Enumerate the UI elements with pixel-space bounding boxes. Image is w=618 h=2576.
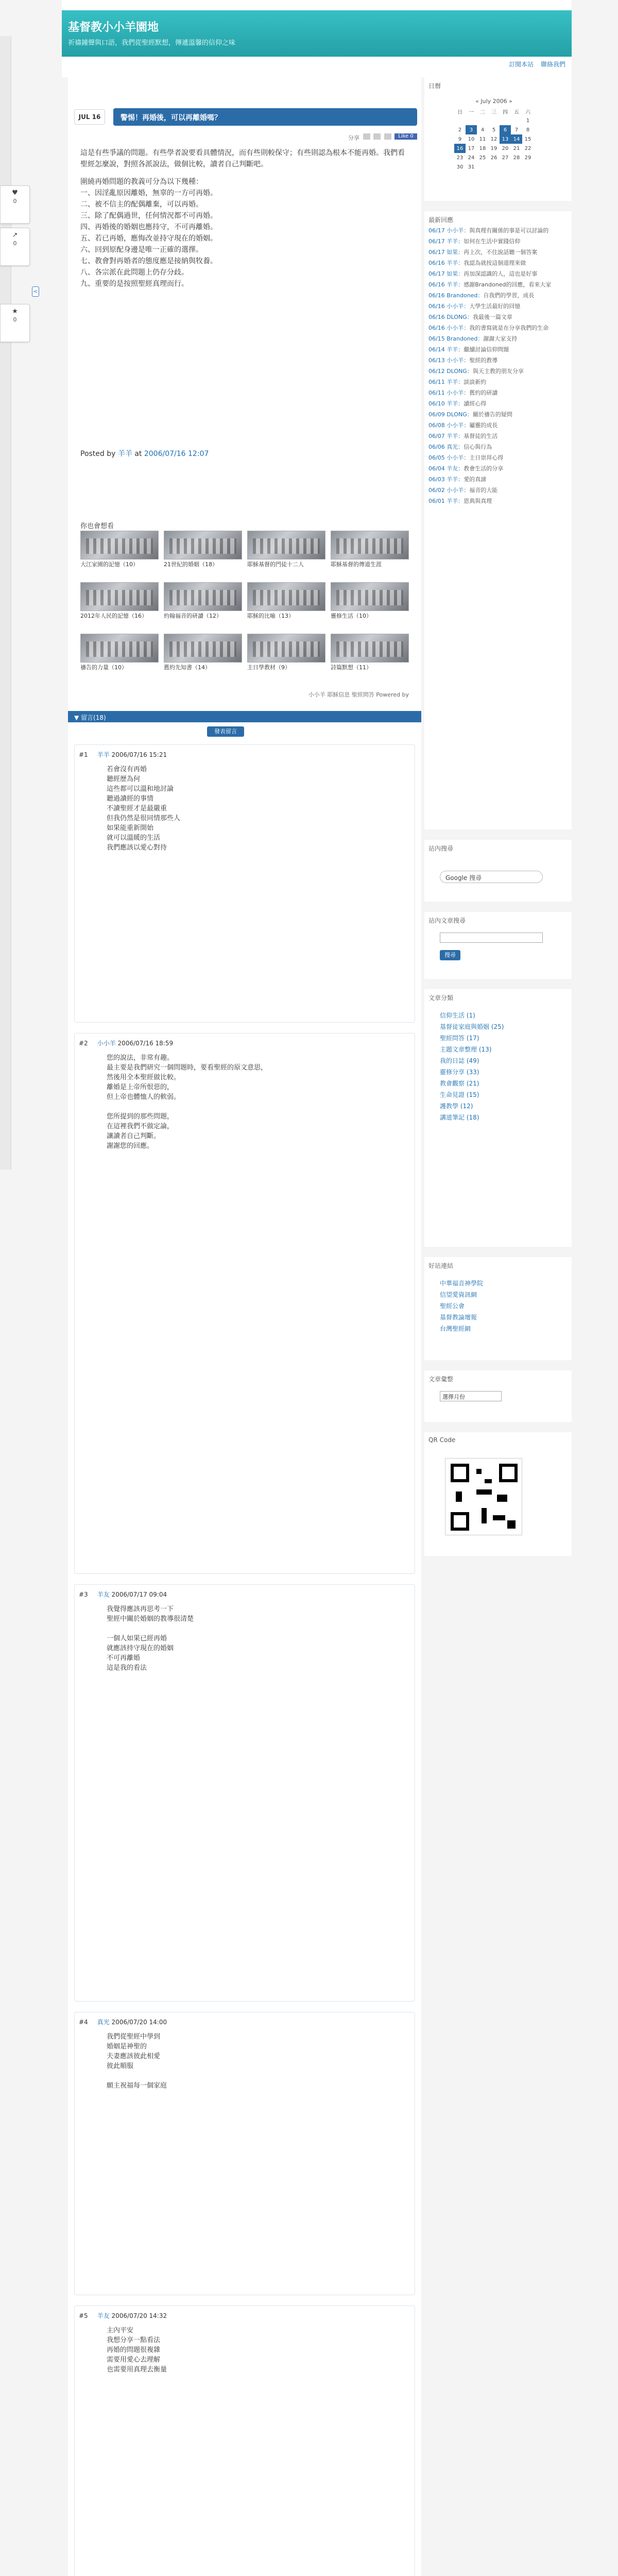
recent-comment-author[interactable]: 06/17 小小羊： (428, 227, 470, 234)
calendar-day[interactable]: 14 (511, 134, 522, 144)
post-title[interactable]: 警惕！再婚後，可以再離婚嗎？ (113, 108, 417, 126)
related-title: 你也會想看 (80, 522, 114, 530)
calendar-day: 12 (490, 136, 497, 142)
categories-list (440, 1010, 563, 1123)
comment-header (79, 1039, 173, 1047)
recent-comment-text[interactable]: 再加深認識的人，這也是好事 (464, 270, 538, 277)
recent-comment-author[interactable]: 06/05 小小羊： (428, 454, 470, 461)
like-icon: ♥ (12, 189, 18, 197)
like-box[interactable] (0, 185, 30, 224)
recent-comment-item[interactable] (428, 454, 568, 462)
recent-comment-text[interactable]: 我最後一篇文章 (472, 314, 512, 320)
comment-card (74, 2012, 415, 2295)
subscribe-link[interactable]: 訂閱本站 (509, 61, 534, 68)
comment-body: 主內平安 我想分享一點看法 再婚的問題很複雜 需要用愛心去理解 也需要用真理去衡量 (107, 2327, 167, 2374)
calendar-month[interactable]: « July 2006 » (475, 98, 512, 105)
recent-comment-item[interactable] (428, 302, 568, 310)
recent-comment-author[interactable]: 06/15 Brandoned： (428, 335, 484, 342)
calendar-day: 18 (479, 145, 486, 151)
header-links (504, 60, 565, 69)
post-line: 五、若已再婚，應悔改並持守現在的婚姻。 (80, 234, 217, 243)
sidebar (424, 77, 572, 2576)
recent-comment-text[interactable]: 讀經心得 (464, 400, 487, 407)
comment-header (79, 750, 167, 759)
post-line: 九、重要的是按照聖經真理而行。 (80, 280, 188, 288)
search-title: 站內搜尋 (428, 845, 454, 852)
calendar-day (466, 116, 477, 125)
links-list (440, 1278, 563, 1334)
calendar-day (522, 162, 534, 172)
related-caption: 2012年人民的記憶（16） (80, 613, 147, 619)
post-line: 圍繞再婚問題的教義可分為以下幾種： (80, 178, 203, 186)
author-link[interactable]: 羊羊 (117, 450, 132, 458)
comment-body: 您的說法，非常有趣。 最主要是我們研究一個問題時，要看聖經的原文意思， 然後用全本聖經做比較。 離婚是上帝所恨惡的， 但上帝也體恤人的軟弱。 您所提到的那些問題， 在這裡我們不做定論， 讓讀者自己判斷。 謝謝您的回應。 (107, 1054, 268, 1150)
qr-title: QR Code (428, 1436, 456, 1444)
comment-number: #2 (79, 1040, 88, 1047)
qr-code (445, 1458, 522, 1535)
recent-comment-item[interactable] (428, 292, 568, 299)
archive-select[interactable]: 選擇月份 (440, 1391, 502, 1401)
calendar-day: 2 (458, 127, 462, 133)
recent-comment-text[interactable]: 與真理有關係的事是可以討論的 (469, 227, 549, 234)
calendar-day (488, 116, 500, 125)
related-caption: 耶穌基督的門徒十二人 (247, 561, 304, 568)
recent-comment-item[interactable] (428, 411, 568, 418)
recent-comment-author[interactable]: 06/10 羊羊： (428, 400, 464, 407)
comment-card (74, 1584, 415, 2002)
post-line: 七、教會對再婚者的態度應是接納與牧養。 (80, 257, 217, 265)
recent-comment-text[interactable]: 再上次，不住說話聽一個答案 (464, 249, 538, 256)
friend-link[interactable]: 聖經公會 (440, 1302, 465, 1310)
calendar-day: 24 (468, 155, 475, 161)
calendar-day: 10 (468, 136, 475, 142)
comment-body: 我覺得應該再思考一下 聖經中關於婚姻的教導很清楚 一個人如果已經再婚 就應該持守現在的婚姻 不可再離婚 這是我的看法 (107, 1605, 194, 1672)
blog-icon[interactable] (373, 133, 381, 140)
recent-comments-list (428, 227, 568, 508)
recent-comment-author[interactable]: 06/03 羊羊： (428, 476, 464, 483)
related-caption: 主日學教材（9） (247, 664, 290, 671)
recent-comment-author[interactable]: 06/02 小小羊： (428, 487, 470, 494)
site-search-button[interactable]: 搜尋 (440, 950, 460, 960)
recent-comment-author[interactable]: 06/07 羊羊： (428, 433, 464, 439)
recent-comment-text[interactable]: 舊約的研讀 (469, 389, 498, 396)
recent-comment-item[interactable] (428, 378, 568, 386)
calendar-day (477, 116, 488, 125)
page-wrapper (62, 0, 572, 2576)
calendar-widget (424, 77, 572, 201)
calendar-day[interactable]: 13 (500, 134, 511, 144)
site-title[interactable]: 基督教小小羊園地 (68, 21, 159, 34)
post-line: 八、各宗派在此問題上仍存分歧。 (80, 268, 188, 277)
calendar-day: 23 (456, 155, 464, 161)
posted-by-label: Posted by (80, 450, 116, 458)
comment-author[interactable]: 真光 (97, 2019, 110, 2026)
calendar-table (454, 107, 534, 172)
comment-header (79, 1590, 167, 1599)
recent-comment-author[interactable]: 06/12 DLONG： (428, 368, 473, 375)
recent-comment-text[interactable]: 感謝Brandoned的回應，看來大家 (464, 281, 552, 288)
recent-comment-text[interactable]: 愛的真諦 (464, 476, 487, 483)
recent-comment-author[interactable]: 06/16 Brandoned： (428, 292, 484, 299)
google-search-input[interactable]: Google 搜尋 (440, 871, 543, 883)
post-line: 六、回到原配身邊是唯一正確的選擇。 (80, 246, 203, 254)
calendar-day: 26 (490, 155, 497, 161)
recent-comment-item[interactable] (428, 324, 568, 332)
recent-comment-author[interactable]: 06/06 真光： (428, 444, 464, 450)
comment-number: #4 (79, 2019, 88, 2026)
twitter-icon[interactable] (384, 133, 391, 140)
calendar-day: 28 (513, 155, 520, 161)
related-item[interactable] (164, 531, 242, 579)
calendar-day: 1 (526, 117, 530, 124)
site-search-input[interactable] (440, 933, 543, 943)
calendar-day: 17 (468, 145, 475, 151)
calendar-weekday: 四 (503, 109, 508, 115)
post-body (80, 147, 410, 290)
comment-number: #5 (79, 2312, 88, 2319)
recent-comment-author[interactable]: 06/17 如果： (428, 249, 464, 256)
recent-comment-item[interactable] (428, 313, 568, 321)
recent-comment-item[interactable] (428, 281, 568, 289)
related-thumb (164, 634, 242, 663)
related-thumb (164, 582, 242, 611)
post-line: 四、再婚後的婚姻也應持守，不可再離婚。 (80, 223, 217, 231)
recent-comment-text[interactable]: 我認為就按這個道理來做 (464, 260, 526, 266)
calendar-day: 29 (524, 155, 531, 161)
recent-comment-text[interactable]: 恩典與真理 (464, 498, 492, 504)
recent-comment-item[interactable] (428, 476, 568, 483)
archive-title: 文章彙整 (428, 1376, 454, 1383)
bookmark-icon: ★ (12, 308, 18, 315)
recent-comment-text[interactable]: 教會生活的分享 (464, 465, 504, 472)
recent-comment-author[interactable]: 06/04 羊友： (428, 465, 464, 472)
calendar-weekday: 二 (480, 109, 485, 115)
contact-link[interactable]: 聯絡我們 (540, 61, 565, 68)
calendar-day: 25 (479, 155, 486, 161)
category-link[interactable]: 基督徒家庭與婚姻 (25) (440, 1023, 504, 1030)
related-item[interactable] (80, 582, 159, 631)
related-thumb (247, 531, 325, 560)
calendar-day (500, 116, 511, 125)
posted-at-label: at (134, 450, 142, 458)
post-comment-button[interactable]: 發表留言 (207, 726, 244, 737)
calendar-day: 27 (502, 155, 509, 161)
post-line: 三、除了配偶過世，任何情況都不可再婚。 (80, 212, 217, 220)
site-search-widget (424, 912, 572, 979)
recent-comment-item[interactable] (428, 346, 568, 353)
categories-widget (424, 989, 572, 1247)
recent-comment-item[interactable] (428, 421, 568, 429)
recent-comment-author[interactable]: 06/17 羊羊： (428, 238, 464, 245)
recent-comment-item[interactable] (428, 248, 568, 256)
recent-comment-author[interactable]: 06/16 DLONG： (428, 314, 473, 320)
related-thumb (80, 634, 159, 663)
share-icon: ↗ (12, 231, 18, 239)
calendar-day: 21 (513, 145, 520, 151)
comment-time: 2006/07/17 09:04 (111, 1591, 167, 1598)
related-thumb (331, 582, 409, 611)
recent-comment-author[interactable]: 06/11 小小羊： (428, 389, 470, 396)
related-item[interactable] (247, 582, 325, 631)
qr-widget (424, 1432, 572, 1556)
comment-time: 2006/07/20 14:32 (111, 2312, 167, 2319)
calendar-day: 4 (480, 127, 485, 133)
recent-comment-author[interactable]: 06/16 羊羊： (428, 260, 464, 266)
calendar-day: 9 (458, 136, 462, 142)
recent-comment-text[interactable]: 屬靈的成長 (469, 422, 498, 429)
recent-comment-item[interactable] (428, 389, 568, 397)
comment-number: #1 (79, 751, 88, 758)
recent-comment-text[interactable]: 基督徒的生活 (464, 433, 498, 439)
friend-link[interactable]: 台灣聖經網 (440, 1325, 471, 1332)
recent-comment-text[interactable]: 信心與行為 (464, 444, 492, 450)
recent-comment-text[interactable]: 主日崇拜心得 (469, 454, 504, 461)
email-icon[interactable] (363, 133, 370, 140)
recent-comment-text[interactable]: 關於禱告的疑問 (472, 411, 512, 418)
related-caption: 21世紀的婚姻（18） (164, 561, 218, 568)
category-link[interactable]: 生命見證 (15) (440, 1091, 479, 1098)
calendar-day (511, 162, 522, 172)
related-item[interactable] (247, 531, 325, 579)
calendar-weekday: 六 (525, 109, 530, 115)
recent-comment-author[interactable]: 06/08 小小羊： (428, 422, 470, 429)
comment-time: 2006/07/20 14:00 (111, 2019, 167, 2026)
site-description: 祈禱鐘聲與口語，我們從聖經默想，傳遞溫馨的信仰之味 (68, 39, 236, 47)
calendar-weekday: 五 (514, 109, 519, 115)
recent-comment-text[interactable]: 聖經的教導 (469, 357, 498, 364)
calendar-day (511, 116, 522, 125)
category-link[interactable]: 靈修分享 (33) (440, 1069, 479, 1076)
calendar-weekday: 一 (469, 109, 474, 115)
related-caption: 耶穌的比喻（13） (247, 613, 294, 619)
recent-comment-text[interactable]: 繼續討論信仰問題 (464, 346, 509, 353)
recent-comment-item[interactable] (428, 357, 568, 364)
friend-link[interactable]: 基督教論壇報 (440, 1314, 477, 1321)
facebook-like-button[interactable]: Like 0 (394, 133, 417, 140)
bookmark-box[interactable] (0, 304, 30, 342)
related-thumb (80, 531, 159, 560)
main-column (68, 77, 421, 2576)
categories-title: 文章分類 (428, 994, 454, 1002)
recent-comment-text[interactable]: 我的書寫就是在分享我們的生命 (469, 325, 549, 331)
post-paragraph: 這是有些爭議的問題。有些學者說要看具體情況，而有些則較保守；有些則認為根本不能再婚。我們看聖經怎麼說，對照各派說法，做個比較，讀者自己判斷吧。 (80, 149, 405, 168)
recent-comment-item[interactable] (428, 335, 568, 343)
related-thumb (331, 531, 409, 560)
recent-comment-author[interactable]: 06/16 羊羊： (428, 281, 464, 288)
related-thumb (331, 634, 409, 663)
calendar-day[interactable]: 6 (500, 125, 511, 134)
recent-comments-title: 最新回應 (428, 216, 454, 224)
related-caption: 大江家園的記憶（10） (80, 561, 139, 568)
calendar-day: 5 (492, 127, 496, 133)
calendar-day[interactable]: 3 (466, 125, 477, 134)
recent-comment-author[interactable]: 06/11 羊羊： (428, 379, 464, 385)
recent-comment-item[interactable] (428, 259, 568, 267)
google-search-widget (424, 840, 572, 902)
comment-card (74, 1033, 415, 1574)
friend-link[interactable]: 中華福音神學院 (440, 1280, 484, 1287)
calendar-day (488, 162, 500, 172)
comment-author[interactable]: 羊羊 (97, 751, 110, 758)
related-item[interactable] (80, 634, 159, 682)
comment-author[interactable]: 羊友 (97, 2312, 110, 2319)
category-link[interactable]: 護教學 (12) (440, 1103, 473, 1110)
calendar-day (477, 162, 488, 172)
comment-header (79, 2018, 167, 2026)
site-header (62, 0, 572, 77)
related-footer: 小小羊 耶穌信息 聖經問答 Powered by (308, 691, 409, 698)
recent-comment-author[interactable]: 06/09 DLONG： (428, 411, 473, 418)
comment-body: 我們從聖經中學到 婚姻是神聖的 夫妻應該彼此相愛 彼此順服 願主祝福每一個家庭 (107, 2033, 167, 2090)
links-title: 好站連結 (428, 1262, 454, 1269)
related-caption: 禱告的力量（10） (80, 664, 127, 671)
recent-comment-item[interactable] (428, 443, 568, 451)
recent-comment-item[interactable] (428, 238, 568, 245)
recent-comment-author[interactable]: 06/17 如果： (428, 270, 464, 277)
calendar-day: 19 (490, 145, 497, 151)
recent-comment-item[interactable] (428, 486, 568, 494)
calendar-day: 8 (526, 127, 530, 133)
recent-comments-widget (424, 211, 572, 829)
post-date: JUL 16 (74, 109, 105, 125)
recent-comment-item[interactable] (428, 400, 568, 408)
like-count: 0 (13, 198, 17, 205)
related-caption: 約翰福音的研讀（12） (164, 613, 222, 619)
comment-card (74, 2306, 415, 2576)
calendar-day (454, 116, 466, 125)
recent-comment-author[interactable]: 06/16 小小羊： (428, 325, 470, 331)
archive-widget (424, 1370, 572, 1422)
comment-author[interactable]: 羊友 (97, 1591, 110, 1598)
share-bar (347, 133, 417, 140)
calendar-weekday: 日 (457, 109, 462, 115)
recent-comment-text[interactable]: 福音的大能 (469, 487, 498, 494)
related-item[interactable] (164, 582, 242, 631)
category-link[interactable]: 講道筆記 (18) (440, 1114, 479, 1121)
recent-comment-author[interactable]: 06/16 小小羊： (428, 303, 470, 310)
post-line: 一、因淫亂原因離婚，無辜的一方可再婚。 (80, 189, 217, 197)
comment-card (74, 744, 415, 1023)
category-link[interactable]: 信仰生活 (1) (440, 1012, 475, 1019)
related-item[interactable] (164, 634, 242, 682)
post-line: 二、被不信主的配偶離棄，可以再婚。 (80, 200, 203, 209)
links-widget (424, 1257, 572, 1360)
recent-comment-author[interactable]: 06/14 羊羊： (428, 346, 464, 353)
related-thumb (247, 582, 325, 611)
calendar-title: 日曆 (428, 82, 441, 90)
post-footer (80, 448, 209, 459)
comment-header (79, 2311, 167, 2320)
related-item[interactable] (80, 531, 159, 579)
related-item[interactable] (331, 634, 409, 682)
recent-comment-text[interactable]: 談談新約 (464, 379, 487, 385)
related-thumb (80, 582, 159, 611)
recent-comment-text[interactable]: 謝謝大家支持 (483, 335, 518, 342)
related-item[interactable] (331, 531, 409, 579)
share-label: 分享 (348, 134, 359, 141)
calendar (445, 98, 543, 172)
comment-body: 若會沒有再婚 聽經歷為何 這些都可以溫和地討論 聽過讀經的事情 不讀聖經才是最嚴重 但我仍然是很同情那些人 如果能重新開始 就可以溫暖的生活 我們應該以愛心對待 (107, 766, 181, 852)
calendar-day: 11 (479, 136, 486, 142)
recent-comment-author[interactable]: 06/13 小小羊： (428, 357, 470, 364)
related-thumb (164, 531, 242, 560)
comment-time: 2006/07/16 15:21 (111, 751, 167, 758)
friend-link[interactable]: 信望愛資訊網 (440, 1291, 477, 1298)
comments-bar[interactable]: ▼ 留言(18) (68, 711, 421, 722)
collapse-button[interactable]: < (32, 286, 39, 297)
recent-comment-item[interactable] (428, 367, 568, 375)
recent-comment-text[interactable]: 如何在生活中實踐信仰 (464, 238, 521, 245)
post-list (80, 176, 410, 290)
share-box[interactable] (0, 228, 30, 266)
calendar-day[interactable]: 16 (454, 144, 466, 153)
recent-comment-item[interactable] (428, 465, 568, 472)
related-item[interactable] (247, 634, 325, 682)
related-thumb (247, 634, 325, 663)
share-count: 0 (13, 240, 17, 247)
category-link[interactable]: 主題文章整理 (13) (440, 1046, 492, 1053)
site-search-title: 站內文章搜尋 (428, 917, 466, 924)
category-link[interactable]: 教會觀察 (21) (440, 1080, 479, 1087)
calendar-day: 7 (514, 127, 519, 133)
calendar-day: 22 (524, 145, 531, 151)
recent-comment-item[interactable] (428, 270, 568, 278)
post-permalink[interactable]: 2006/07/16 12:07 (144, 450, 209, 458)
related-caption: 舊約先知書（14） (164, 664, 211, 671)
category-link[interactable]: 我的日誌 (49) (440, 1057, 479, 1064)
bookmark-count: 0 (13, 316, 17, 323)
calendar-day: 31 (468, 164, 475, 170)
recent-comment-author[interactable]: 06/01 羊羊： (428, 498, 464, 504)
recent-comment-text[interactable]: 與天主教的朋友分享 (472, 368, 524, 375)
calendar-weekday: 三 (491, 109, 496, 115)
comment-number: #3 (79, 1591, 88, 1598)
recent-comment-item[interactable] (428, 497, 568, 505)
recent-comment-text[interactable]: 自我們的學習，成長 (483, 292, 535, 299)
related-caption: 詩篇默想（11） (331, 664, 372, 671)
comment-author[interactable]: 小小羊 (97, 1040, 116, 1047)
related-caption: 靈修生活（10） (331, 613, 372, 619)
recent-comment-item[interactable] (428, 227, 568, 234)
comment-time: 2006/07/16 18:59 (117, 1040, 174, 1047)
recent-comment-item[interactable] (428, 432, 568, 440)
calendar-day: 30 (456, 164, 464, 170)
related-caption: 耶穌基督的傳道生涯 (331, 561, 382, 568)
calendar-day (500, 162, 511, 172)
calendar-day: 15 (524, 136, 531, 142)
calendar-day: 20 (502, 145, 509, 151)
category-link[interactable]: 聖經問答 (17) (440, 1035, 479, 1042)
recent-comment-text[interactable]: 大學生活最好的回憶 (469, 303, 521, 310)
related-item[interactable] (331, 582, 409, 631)
